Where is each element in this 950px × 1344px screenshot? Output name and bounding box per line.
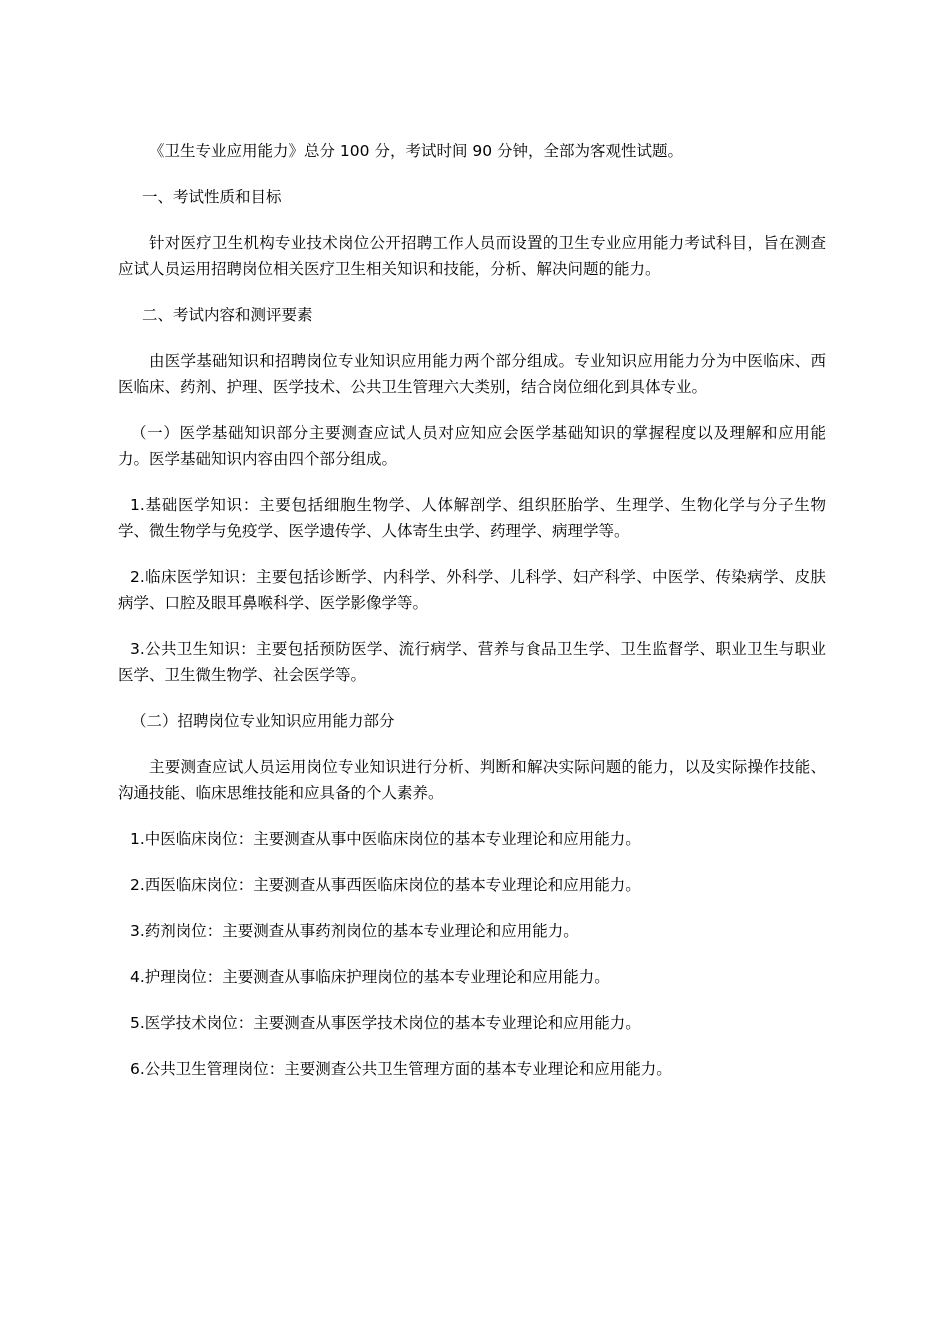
list-item-medical-technology: 5.医学技术岗位：主要测查从事医学技术岗位的基本专业理论和应用能力。 (130, 1014, 641, 1032)
list-item-public-health: 3.公共卫生知识：主要包括预防医学、流行病学、营养与食品卫生学、卫生监督学、职业卫生与职业医学、卫生微生物学、社会医学等。 (118, 640, 826, 684)
subsection-basic-knowledge: （一）医学基础知识部分主要测查应试人员对应知应会医学基础知识的掌握程度以及理解和应用能力。医学基础知识内容由四个部分组成。 (118, 424, 826, 468)
section-heading-nature: 一、考试性质和目标 (142, 188, 282, 206)
list-item-tcm-clinical: 1.中医临床岗位：主要测查从事中医临床岗位的基本专业理论和应用能力。 (130, 830, 641, 848)
subsection-professional-knowledge: （二）招聘岗位专业知识应用能力部分 (131, 712, 395, 730)
list-item-public-health-management: 6.公共卫生管理岗位：主要测查公共卫生管理方面的基本专业理论和应用能力。 (130, 1060, 672, 1078)
list-item-western-clinical: 2.西医临床岗位：主要测查从事西医临床岗位的基本专业理论和应用能力。 (130, 876, 641, 894)
section-heading-content: 二、考试内容和测评要素 (142, 306, 313, 324)
content-paragraph: 由医学基础知识和招聘岗位专业知识应用能力两个部分组成。专业知识应用能力分为中医临床、西医临床、药剂、护理、医学技术、公共卫生管理六大类别，结合岗位细化到具体专业。 (118, 352, 826, 396)
list-item-pharmacy: 3.药剂岗位：主要测查从事药剂岗位的基本专业理论和应用能力。 (130, 922, 579, 940)
professional-paragraph: 主要测查应试人员运用岗位专业知识进行分析、判断和解决实际问题的能力，以及实际操作技能、沟通技能、临床思维技能和应具备的个人素养。 (118, 758, 826, 802)
list-item-basic-medicine: 1.基础医学知识：主要包括细胞生物学、人体解剖学、组织胚胎学、生理学、生物化学与分子生物学、微生物学与免疫学、医学遗传学、人体寄生虫学、药理学、病理学等。 (118, 496, 826, 540)
nature-paragraph: 针对医疗卫生机构专业技术岗位公开招聘工作人员而设置的卫生专业应用能力考试科目，旨在测查应试人员运用招聘岗位相关医疗卫生相关知识和技能，分析、解决问题的能力。 (118, 234, 826, 278)
list-item-nursing: 4.护理岗位：主要测查从事临床护理岗位的基本专业理论和应用能力。 (130, 968, 610, 986)
exam-summary: 《卫生专业应用能力》总分 100 分，考试时间 90 分钟，全部为客观性试题。 (149, 142, 684, 160)
document-page (118, 138, 826, 1102)
list-item-clinical-medicine: 2.临床医学知识：主要包括诊断学、内科学、外科学、儿科学、妇产科学、中医学、传染病学、皮肤病学、口腔及眼耳鼻喉科学、医学影像学等。 (118, 568, 826, 612)
